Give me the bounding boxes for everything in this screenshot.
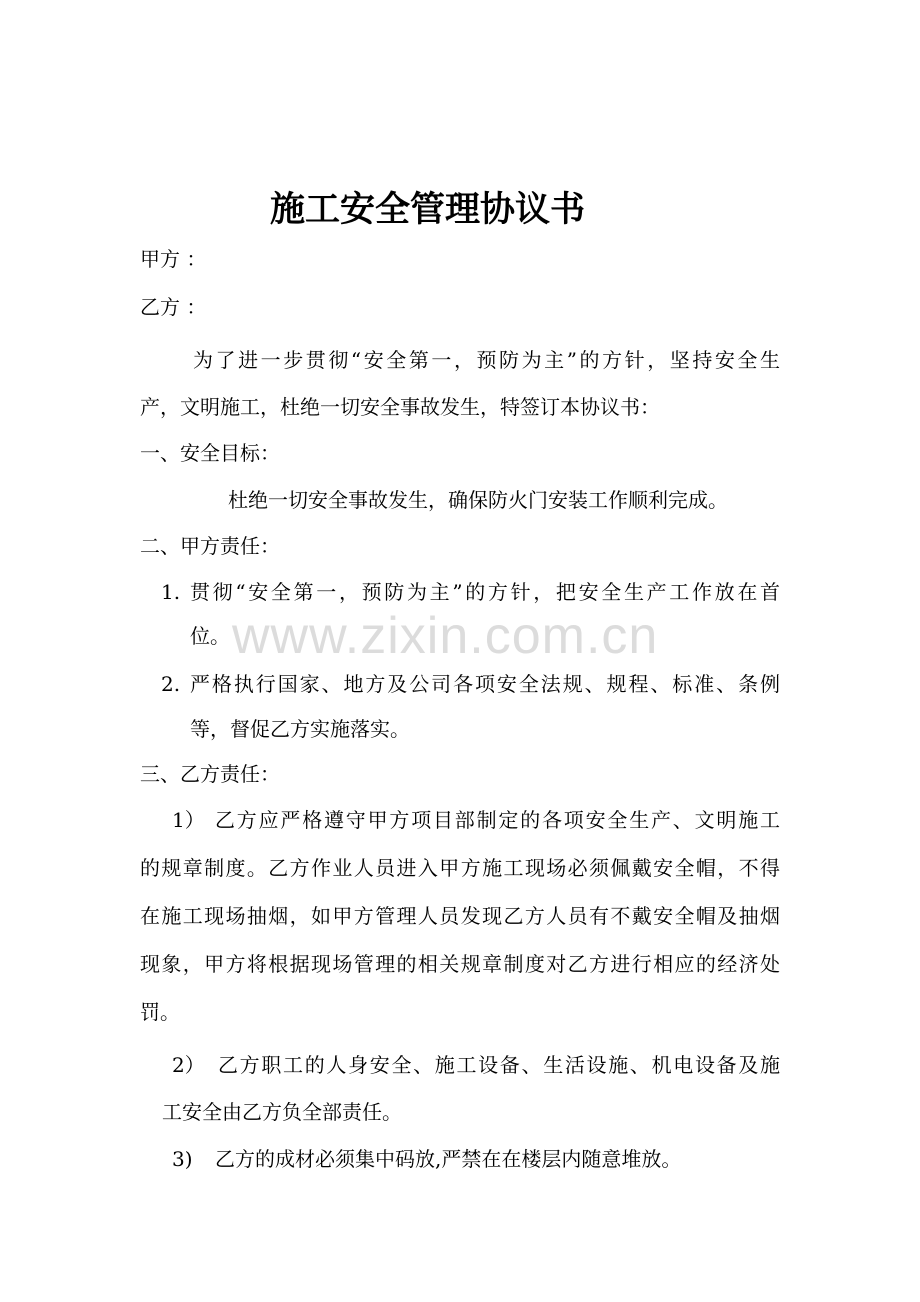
section2-heading: 二、甲方责任： [140,534,280,558]
item-line: 乙方的成材必须集中码放,严禁在在楼层内随意堆放。 [215,1147,682,1171]
section1-heading: 一、安全目标： [140,441,280,465]
watermark: www.zixin.com.cn [232,607,659,665]
item-line: 在施工现场抽烟，如甲方管理人员发现乙方人员有不戴安全帽及抽烟 [140,904,780,928]
item-number: 2. [161,672,181,696]
item-number: 1. [161,580,181,604]
item-line: 严格执行国家、地方及公司各项安全法规、规程、标准、条例 [190,672,780,696]
item-line: 的规章制度。乙方作业人员进入甲方施工现场必须佩戴安全帽，不得 [140,856,780,880]
item-line: 工安全由乙方负全部责任。 [162,1100,402,1124]
item-line: 贯彻“安全第一，预防为主”的方针，把安全生产工作放在首 [190,580,780,604]
section1-text: 杜绝一切安全事故发生，确保防火门安装工作顺利完成。 [228,488,728,512]
item-line: 乙方应严格遵守甲方项目部制定的各项安全生产、文明施工 [215,808,780,832]
section3-heading: 三、乙方责任： [140,762,280,786]
item-number: 2） [172,1053,205,1077]
intro-line-1: 为了进一步贯彻“安全第一，预防为主”的方针，坚持安全生 [193,348,780,372]
item-line: 现象，甲方将根据现场管理的相关规章制度对乙方进行相应的经济处 [140,952,780,976]
item-line: 乙方职工的人身安全、施工设备、生活设施、机电设备及施 [218,1053,780,1077]
item-number: 3) [172,1147,193,1171]
document-title: 施工安全管理协议书 [270,189,586,230]
item-number: 1） [172,808,205,832]
intro-line-2: 产，文明施工，杜绝一切安全事故发生，特签订本协议书： [140,395,660,419]
party-b-line: 乙方 ： [140,295,207,319]
party-a-line: 甲方 ： [140,247,207,271]
item-line: 等，督促乙方实施落实。 [190,717,410,741]
item-line: 位。 [190,624,230,648]
item-line: 罚。 [140,1000,180,1024]
